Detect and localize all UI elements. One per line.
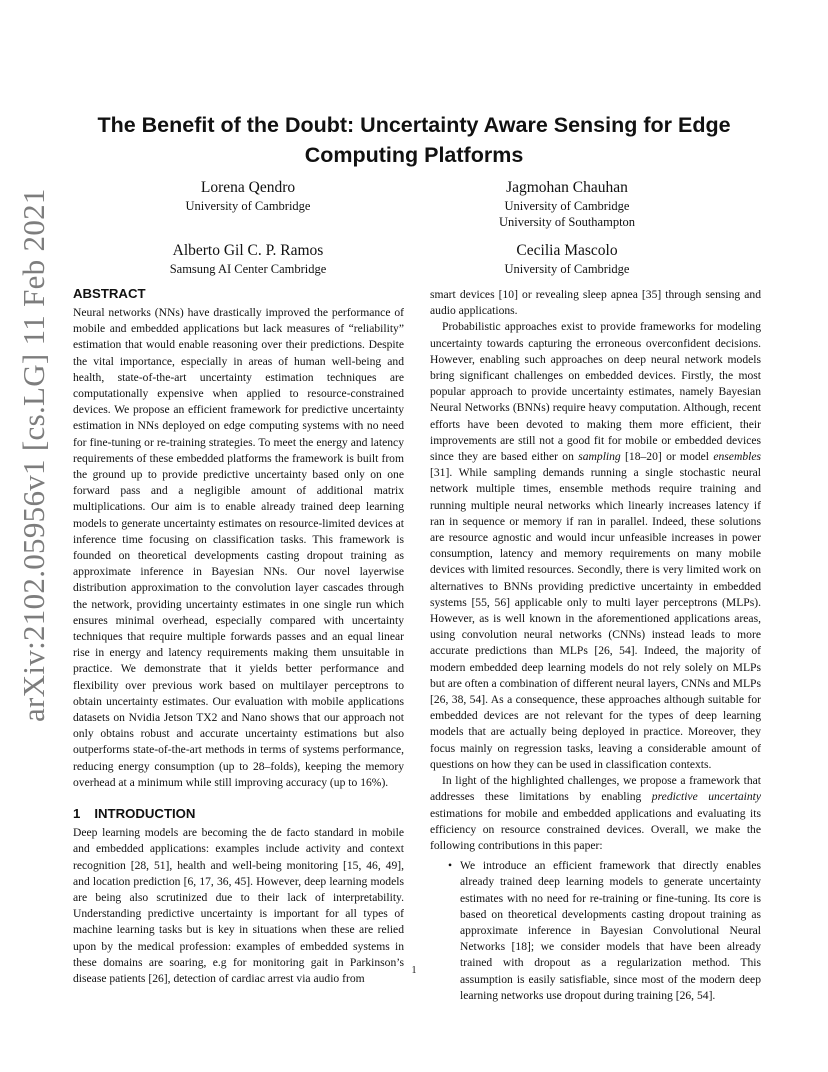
- author-block-3: [103, 241, 393, 277]
- author-name: Lorena Qendro: [200, 179, 296, 196]
- section-number: 1: [73, 806, 81, 822]
- page-number: 1: [411, 965, 417, 976]
- list-item: • We introduce an efficient framework that directly enables already trained deep learning models to generate uncertainty estimates with no need for re-training or fine-tuning. Its core is based on theoretical developments casting dropout training as approximate inference in Bayesian Convolutional Neural Networks [18]; we consider models that have been already trained with dropout as a regularization method. This assumption is easily satisfiable, since most of the modern deep learning networks use dropout during training [26, 54].: [460, 858, 761, 1004]
- abstract-heading: ABSTRACT: [73, 286, 146, 301]
- author-affiliation: Samsung AI Center Cambridge: [169, 262, 327, 276]
- intro-paragraph-1: Deep learning models are becoming the de facto standard in mobile and embedded applications: examples include activity and context recognition [28, 51], health and well-being monitoring [15, 46, 49], and location prediction [6, 17, 36, 45]. However, deep learning models are being also scrutinized due to their lack of interpretability. Understanding predictive uncertainty is important for all types of machine learning tasks but is key in situations when these are relied upon by the medical profession: examples of embedded systems in these domains are soaring, e.g for monitoring gait in Parkinson’s disease patients [26], detection of cardiac arrest via audio from: [73, 826, 404, 985]
- contributions-list: [430, 858, 761, 1004]
- paper-title-line-2: Computing Platforms: [304, 143, 524, 167]
- author-name: Jagmohan Chauhan: [506, 179, 628, 196]
- abstract-text: Neural networks (NNs) have drastically improved the performance of mobile and embedded applications but lack measures of “reliability” estimation that would enable reasoning over their predictions. Despite the vital importance, especially in areas of human well-being and health, state-of-the-art uncertainty estimation techniques are computationally expensive when applied to resource-constrained devices. We propose an efficient framework for predictive uncertainty estimation in NNs deployed on edge computing systems with no need for fine-tuning or re-training strategies. To meet the energy and latency requirements of these embedded platforms the framework is built from the ground up to provide predictive uncertainty based only on one forward pass and a negligible amount of additional matrix multiplications. Our aim is to enable already trained deep learning models to generate uncertainty estimates on resource-limited devices at inference time focusing on classification tasks. This framework is founded on theoretical developments casting dropout training as approximate inference in Bayesian NNs. Our novel layerwise distribution approximation to the convolution layer cascades through the network, providing uncertainty estimates in one single run which ensures minimal overhead, especially compared with uncertainty techniques that require multiple forwards passes and an equal linear rise in energy and latency requirements making them unsuitable in practice. We demonstrate that it yields better performance and flexibility over previous work based on multilayer perceptrons to obtain uncertainty estimates. Our evaluation with mobile applications datasets on Nvidia Jetson TX2 and Nano shows that our approach not only obtains robust and accurate uncertainty estimations but also outperforms state-of-the-art methods in terms of systems performance, reducing energy consumption (up to 28–folds), keeping the memory overhead at a minimum while still improving accuracy (up to 16%).: [73, 306, 404, 789]
- author-block-1: [103, 178, 393, 214]
- section-title: INTRODUCTION: [94, 806, 196, 822]
- paper-title: [60, 110, 768, 170]
- author-name: Alberto Gil C. P. Ramos: [172, 242, 324, 259]
- emphasis-sampling: sampling: [578, 450, 621, 464]
- intro-paragraph-2: Probabilistic approaches exist to provide frameworks for modeling uncertainty towards capturing the erroneous overconfident decisions. However, enabling such approaches on deep neural network models bring significant challenges on embedded devices. Firstly, the most popular approach to provide uncertainty estimates, namely Bayesian Neural Networks (BNNs) require heavy computation. Although, recent efforts have been devoted to making them more efficient, their improvements are still not a good fit for mobile or embedded devices since they are based either on sampling [18–20] or model ensembles [31]. While sampling demands running a single stochastic neural network multiple times, ensemble methods require training and running multiple neural networks which linearly increases latency if ran in sequence or memory if ran in parallel. Indeed, these solutions are resource agnostic and would incur unfeasible increases in power consumption, latency and memory requirements on many mobile devices with limited resources. Secondly, there is very limited work on alternatives to BNNs providing predictive uncertainty in embedded systems [55, 56] applicable only to multi layer perceptrons (MLPs). However, as is well known in the aforementioned applications areas, using convolution neural networks (CNNs) instead leads to more accurate predictions than MLPs [26, 54]. Indeed, the majority of modern embedded deep learning models do not rely solely on MLPs but are often a combination of different neural layers, CNNs and MLPs [26, 38, 54]. As a consequence, these approaches although suitable for embedded devices are not relevant for the types of deep learning models that are actually being deployed in practice. Moreover, they focus mainly on regression tasks, leaving a considerable amount of questions on how they can be used in classification contexts.: [430, 320, 761, 771]
- emphasis-ensembles: ensembles: [713, 450, 761, 464]
- intro-paragraph-1-continued: smart devices [10] or revealing sleep apnea [35] through sensing and audio applications.: [430, 288, 761, 318]
- author-affiliation: University of Cambridge: [504, 262, 630, 276]
- left-column: [73, 285, 404, 987]
- arxiv-identifier[interactable]: arXiv:2102.05956v1 [cs.LG] 11 Feb 2021: [16, 188, 51, 722]
- author-name: Cecilia Mascolo: [516, 242, 618, 259]
- paper-title-line-1: The Benefit of the Doubt: Uncertainty Aware Sensing for Edge: [97, 113, 731, 137]
- emphasis-predictive-uncertainty: predictive uncertainty: [651, 790, 762, 804]
- right-column: [430, 287, 761, 1004]
- author-block-4: [422, 241, 712, 277]
- author-block-2: [422, 178, 712, 230]
- author-affiliation: University of Cambridge: [185, 199, 311, 213]
- introduction-heading: [73, 805, 404, 823]
- intro-paragraph-3: In light of the highlighted challenges, we propose a framework that addresses these limitations by enabling predictive uncertainty estimations for mobile and embedded applications and evaluating its efficiency on resource constrained devices. Overall, we make the following contributions in this paper:: [430, 774, 762, 852]
- author-affiliation: University of Southampton: [498, 215, 636, 229]
- author-affiliation: University of Cambridge: [504, 199, 630, 213]
